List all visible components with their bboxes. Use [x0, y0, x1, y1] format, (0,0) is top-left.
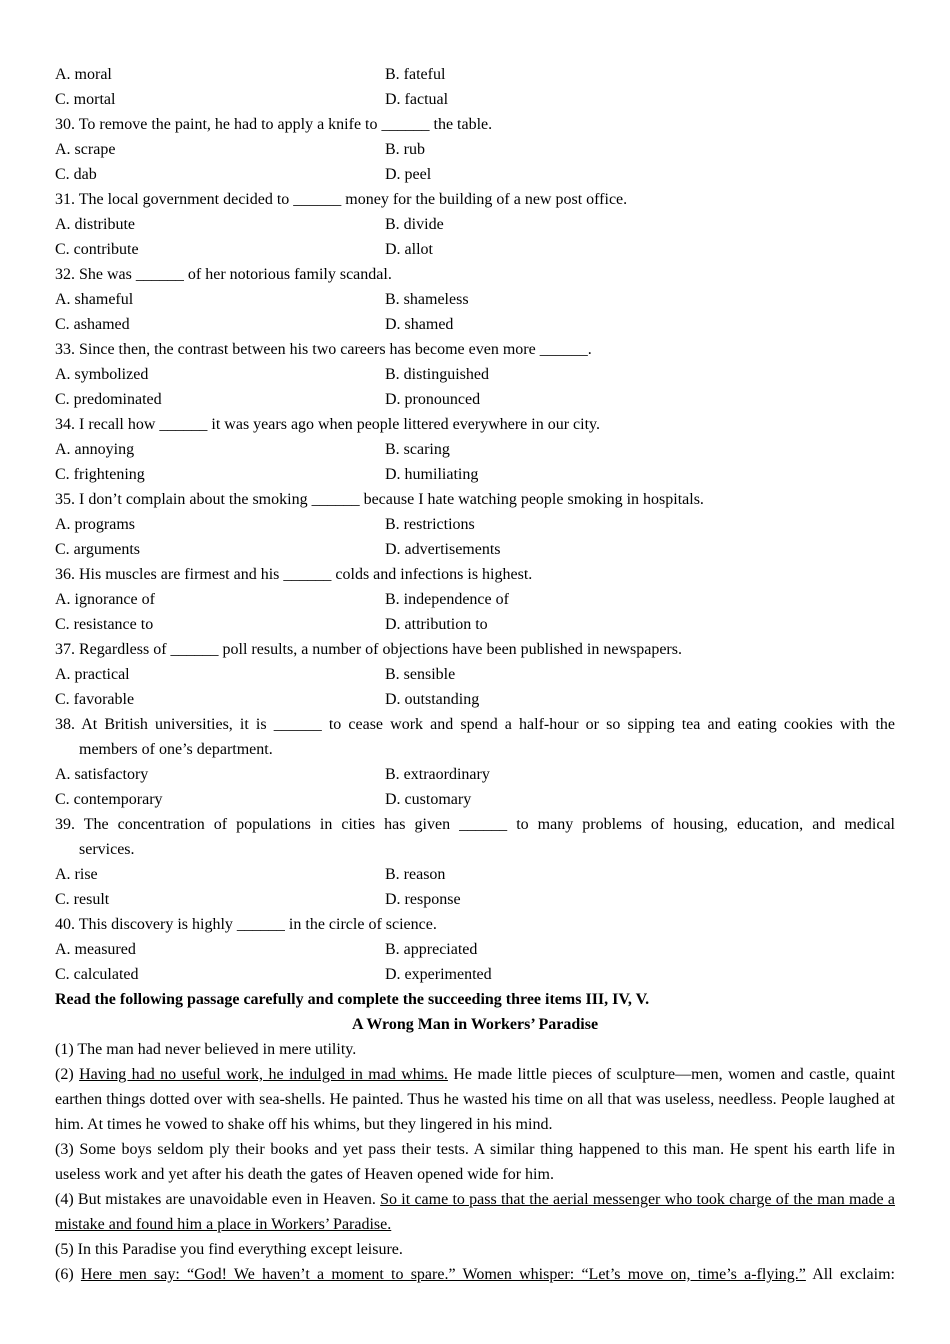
- options-row: [55, 462, 895, 487]
- reading-instruction: Read the following passage carefully and complete the succeeding three items III, IV, V.: [55, 991, 650, 1008]
- paragraph-3: (3) Some boys seldom ply their books and yet pass their tests. A similar thing happened to this man. He spent his earth life in useless work and yet after his death the gates of Heaven opened wide for him.: [55, 1141, 895, 1183]
- option-d[interactable]: D. shamed: [385, 316, 454, 333]
- option-a[interactable]: A. satisfactory: [55, 766, 149, 783]
- option-b[interactable]: B. fateful: [385, 66, 446, 83]
- options-row: [55, 687, 895, 712]
- q29-options-row-2: [55, 87, 895, 112]
- question-stem: 34. I recall how ______ it was years ago when people littered everywhere in our city.: [55, 416, 600, 433]
- option-d[interactable]: D. experimented: [385, 966, 492, 983]
- option-d[interactable]: D. response: [385, 891, 461, 908]
- options-row: [55, 587, 895, 612]
- option-b[interactable]: B. appreciated: [385, 941, 478, 958]
- document-page: [55, 62, 895, 1287]
- q38-options-row-2: [55, 787, 895, 812]
- option-c[interactable]: C. calculated: [55, 966, 139, 983]
- option-a[interactable]: A. rise: [55, 866, 98, 883]
- option-a[interactable]: A. scrape: [55, 141, 116, 158]
- question-38-stem: 38. At British universities, it is ______ to cease work and spend a half-hour or so sipping tea and eating cookies with the members of one’s department.: [55, 716, 895, 758]
- underlined-sentence: Having had no useful work, he indulged in mad whims.: [79, 1066, 448, 1083]
- option-d[interactable]: D. humiliating: [385, 466, 479, 483]
- question-stem: 37. Regardless of ______ poll results, a number of objections have been published in newspapers.: [55, 641, 682, 658]
- option-a[interactable]: A. programs: [55, 516, 135, 533]
- question-stem: 33. Since then, the contrast between his two careers has become even more ______.: [55, 341, 592, 358]
- option-b[interactable]: B. scaring: [385, 441, 450, 458]
- option-d[interactable]: D. peel: [385, 166, 432, 183]
- options-row: [55, 537, 895, 562]
- option-a[interactable]: A. ignorance of: [55, 591, 155, 608]
- question-stem: 31. The local government decided to ______ money for the building of a new post office.: [55, 191, 628, 208]
- option-d[interactable]: D. factual: [385, 91, 449, 108]
- paragraph-5: (5) In this Paradise you find everything except leisure.: [55, 1241, 403, 1258]
- option-c[interactable]: C. mortal: [55, 91, 116, 108]
- option-b[interactable]: B. shameless: [385, 291, 469, 308]
- option-b[interactable]: B. independence of: [385, 591, 509, 608]
- option-d[interactable]: D. attribution to: [385, 616, 488, 633]
- option-d[interactable]: D. customary: [385, 791, 472, 808]
- option-b[interactable]: B. reason: [385, 866, 446, 883]
- option-c[interactable]: C. frightening: [55, 466, 145, 483]
- paragraph-2: (2) Having had no useful work, he indulged in mad whims. He made little pieces of sculpture—men, women and castle, quaint earthen things dotted over with sea-shells. He painted. Thus he wasted his time on all that was useless, needless. People laughed at him. At times he vowed to shake off his whims, but they lingered in his mind.: [55, 1066, 896, 1133]
- question-list: [55, 112, 895, 712]
- q38-options-row-1: [55, 762, 895, 787]
- option-b[interactable]: B. restrictions: [385, 516, 475, 533]
- paragraph-1: (1) The man had never believed in mere utility.: [55, 1041, 357, 1058]
- options-row: [55, 237, 895, 262]
- options-row: [55, 512, 895, 537]
- question-stem: 35. I don’t complain about the smoking ______ because I hate watching people smoking in hospitals.: [55, 491, 704, 508]
- q40-options-row-2: [55, 962, 895, 987]
- q29-options-row-1: [55, 62, 895, 87]
- options-row: [55, 162, 895, 187]
- option-d[interactable]: D. pronounced: [385, 391, 481, 408]
- option-a[interactable]: A. distribute: [55, 216, 135, 233]
- underlined-sentence: So it came to pass that the aerial messenger who took charge of the man made a mistake and found him a place in Workers’ Paradise.: [55, 1191, 896, 1233]
- passage-title: A Wrong Man in Workers’ Paradise: [351, 1016, 599, 1033]
- options-row: [55, 212, 895, 237]
- option-a[interactable]: A. practical: [55, 666, 130, 683]
- options-row: [55, 287, 895, 312]
- q40-options-row-1: [55, 937, 895, 962]
- option-a[interactable]: A. measured: [55, 941, 136, 958]
- option-a[interactable]: A. annoying: [55, 441, 135, 458]
- options-row: [55, 362, 895, 387]
- q39-options-row-1: [55, 862, 895, 887]
- option-d[interactable]: D. advertisements: [385, 541, 501, 558]
- option-c[interactable]: C. contribute: [55, 241, 139, 258]
- option-c[interactable]: C. resistance to: [55, 616, 154, 633]
- options-row: [55, 437, 895, 462]
- underlined-sentence: Here men say: “God! We haven’t a moment to spare.” Women whisper: “Let’s move on, time’s a-flying.”: [80, 1266, 806, 1283]
- question-39-stem: 39. The concentration of populations in cities has given ______ to many problems of housing, education, and medical services.: [55, 816, 895, 858]
- option-a[interactable]: A. symbolized: [55, 366, 149, 383]
- option-a[interactable]: A. shameful: [55, 291, 134, 308]
- option-c[interactable]: C. contemporary: [55, 791, 163, 808]
- option-b[interactable]: B. divide: [385, 216, 444, 233]
- question-40-stem: 40. This discovery is highly ______ in the circle of science.: [55, 916, 437, 933]
- option-b[interactable]: B. extraordinary: [385, 766, 490, 783]
- option-c[interactable]: C. ashamed: [55, 316, 130, 333]
- option-b[interactable]: B. distinguished: [385, 366, 490, 383]
- q39-options-row-2: [55, 887, 895, 912]
- question-stem: 30. To remove the paint, he had to apply a knife to ______ the table.: [55, 116, 493, 133]
- option-b[interactable]: B. rub: [385, 141, 425, 158]
- question-stem: 36. His muscles are firmest and his ______ colds and infections is highest.: [55, 566, 533, 583]
- options-row: [55, 612, 895, 637]
- option-b[interactable]: B. sensible: [385, 666, 456, 683]
- option-c[interactable]: C. result: [55, 891, 110, 908]
- option-c[interactable]: C. arguments: [55, 541, 141, 558]
- option-a[interactable]: A. moral: [55, 66, 112, 83]
- paragraph-6: (6) Here men say: “God! We haven’t a moment to spare.” Women whisper: “Let’s move on, time’s a-flying.” All exclaim:: [55, 1266, 895, 1283]
- option-d[interactable]: D. allot: [385, 241, 433, 258]
- option-d[interactable]: D. outstanding: [385, 691, 480, 708]
- options-row: [55, 387, 895, 412]
- option-c[interactable]: C. dab: [55, 166, 97, 183]
- question-stem: 32. She was ______ of her notorious family scandal.: [55, 266, 392, 283]
- paragraph-4: (4) But mistakes are unavoidable even in Heaven. So it came to pass that the aerial messenger who took charge of the man made a mistake and found him a place in Workers’ Paradise.: [55, 1191, 896, 1233]
- options-row: [55, 137, 895, 162]
- options-row: [55, 662, 895, 687]
- option-c[interactable]: C. predominated: [55, 391, 162, 408]
- options-row: [55, 312, 895, 337]
- option-c[interactable]: C. favorable: [55, 691, 135, 708]
